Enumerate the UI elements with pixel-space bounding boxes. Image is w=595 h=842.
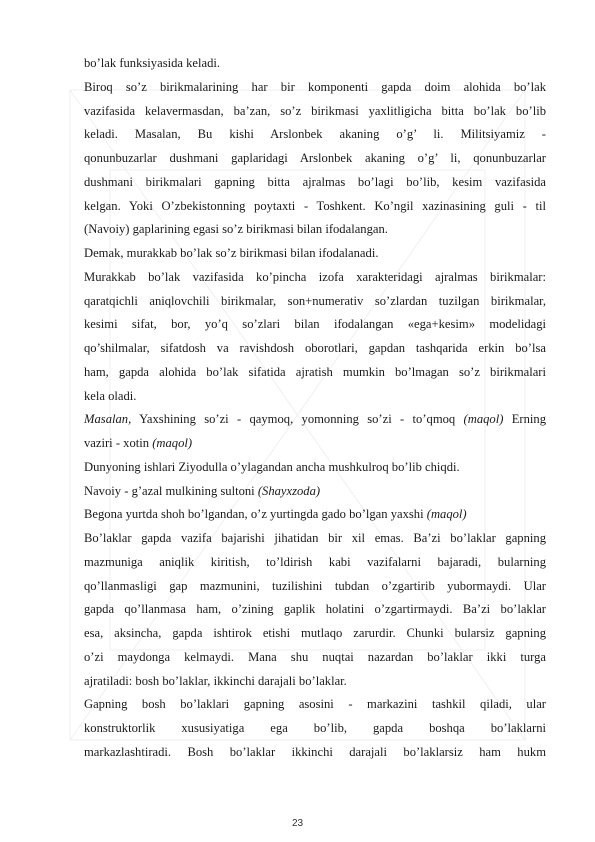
text-span: dushmani birikmalari gapning bitta ajralmas bo’lagi bo’lib, kesim vazifasida xyxy=(84,174,546,189)
text-line xyxy=(84,52,546,76)
text-line xyxy=(84,171,546,195)
text-line xyxy=(84,123,546,147)
text-span: qo’shilmalar, sifatdosh va ravishdosh oborotlari, gapdan tashqarida erkin bo’lsa xyxy=(84,341,546,355)
text-span: mazmuniga aniqlik kiritish, to’ldirish kabi vazifalarni bajaradi, bularning xyxy=(84,554,546,569)
text-line xyxy=(84,717,546,741)
text-line xyxy=(84,195,546,219)
text-span: Demak, murakkab bo’lak so’z birikmasi bilan ifodalanadi. xyxy=(84,246,379,260)
text-line xyxy=(84,385,546,409)
text-span: qaratqichli aniqlovchili birikmalar, son+numerativ so’zlardan tuzilgan birikmalar, xyxy=(84,293,546,308)
text-line xyxy=(84,480,546,504)
text-span: gapda qo’llanmasa ham, o’zining gaplik holatini o’zgartirmaydi. Ba’zi bo’laklar xyxy=(84,602,546,617)
text-line xyxy=(84,598,546,622)
text-span: Murakkab bo’lak vazifasida ko’pincha izofa xarakteridagi ajralmas birikmalar: xyxy=(84,269,546,284)
text-span: vazifasida kelavermasdan, ba’zan, so’z birikmasi yaxlitligicha bitta bo’lak bo’lib xyxy=(84,103,546,118)
text-span: esa, aksincha, gapda ishtirok etishi mutlaqo zarurdir. Chunki bularsiz gapning xyxy=(84,626,546,640)
text-span: Yaxshining so’zi - qaymoq, yomonning so’zi - to’qmoq xyxy=(131,412,464,427)
text-line xyxy=(84,76,546,100)
text-span: Erning xyxy=(503,412,546,427)
text-line xyxy=(84,337,546,361)
text-span: konstruktorlik xususiyatiga ega bo’lib, gapda boshqa bo’laklarni xyxy=(84,721,546,735)
italic-span: (maqol) xyxy=(426,507,467,522)
page-number: 23 xyxy=(291,818,304,829)
italic-span: (Shayxzoda) xyxy=(257,483,321,498)
text-line xyxy=(84,622,546,646)
text-span: Gapning bosh bo’laklari gapning asosini - markazini tashkil qiladi, ular xyxy=(84,697,546,712)
text-line xyxy=(84,408,546,432)
text-line xyxy=(84,456,546,480)
text-span: bo’lak funksiyasida keladi. xyxy=(84,56,221,70)
text-line xyxy=(84,147,546,171)
text-span: Bo’laklar gapda vazifa bajarishi jihatidan bir xil emas. Ba’zi bo’laklar gapning xyxy=(84,531,546,545)
text-line xyxy=(84,361,546,385)
text-line xyxy=(84,313,546,337)
text-line xyxy=(84,503,546,527)
text-span: Biroq so’z birikmalarining har bir komponenti gapda doim alohida bo’lak xyxy=(84,79,546,94)
text-line xyxy=(84,527,546,551)
text-line xyxy=(84,290,546,314)
text-span: vaziri - xotin xyxy=(84,436,153,450)
text-line xyxy=(84,575,546,599)
text-span: (Navoiy) gaplarining egasi so’z birikmasi bilan ifodalangan. xyxy=(84,222,388,237)
text-span: Navoiy - g’azal mulkining sultoni xyxy=(84,483,258,498)
text-span: Dunyoning ishlari Ziyodulla o’ylagandan ancha mushkulroq bo’lib chiqdi. xyxy=(84,459,460,474)
text-span: ham, gapda alohida bo’lak sifatida ajratish mumkin bo’lmagan so’z birikmalari xyxy=(84,364,546,379)
text-span: o’zi maydonga kelmaydi. Mana shu nuqtai nazardan bo’laklar ikki turga xyxy=(84,649,546,664)
text-line xyxy=(84,741,546,765)
text-line xyxy=(84,670,546,694)
text-line xyxy=(84,266,546,290)
text-span: keladi. Masalan, Bu kishi Arslonbek akaning o’g’ li. Militsiyamiz - xyxy=(84,127,546,142)
text-line xyxy=(84,551,546,575)
text-span: qonunbuzarlar dushmani gaplaridagi Arslonbek akaning o’g’ li, qonunbuzarlar xyxy=(84,151,546,165)
text-span: Begona yurtda shoh bo’lgandan, o’z yurtingda gado bo’lgan yaxshi xyxy=(84,507,427,522)
text-line xyxy=(84,646,546,670)
text-line xyxy=(84,100,546,124)
text-span: kelgan. Yoki O’zbekistonning poytaxti - Toshkent. Ko’ngil xazinasining guli - til xyxy=(84,198,546,213)
text-line xyxy=(84,242,546,266)
italic-span: (maqol) xyxy=(152,436,193,450)
text-span: ajratiladi: bosh bo’laklar, ikkinchi darajali bo’laklar. xyxy=(84,673,347,688)
text-span: markazlashtiradi. Bosh bo’laklar ikkinchi darajali bo’laklarsiz ham hukm xyxy=(84,744,546,759)
text-span: kela oladi. xyxy=(84,388,137,403)
text-span: qo’llanmasligi gap mazmunini, tuzilishini tubdan o’zgartirib yubormaydi. Ular xyxy=(84,578,546,593)
italic-span: Masalan, xyxy=(84,412,132,427)
text-line xyxy=(84,432,546,456)
text-span: kesimi sifat, bor, yo’q so’zlari bilan ifodalangan «ega+kesim» modelidagi xyxy=(84,317,546,332)
text-line xyxy=(84,218,546,242)
document-page xyxy=(84,52,546,765)
text-line xyxy=(84,693,546,717)
italic-span: (maqol) xyxy=(463,412,504,427)
